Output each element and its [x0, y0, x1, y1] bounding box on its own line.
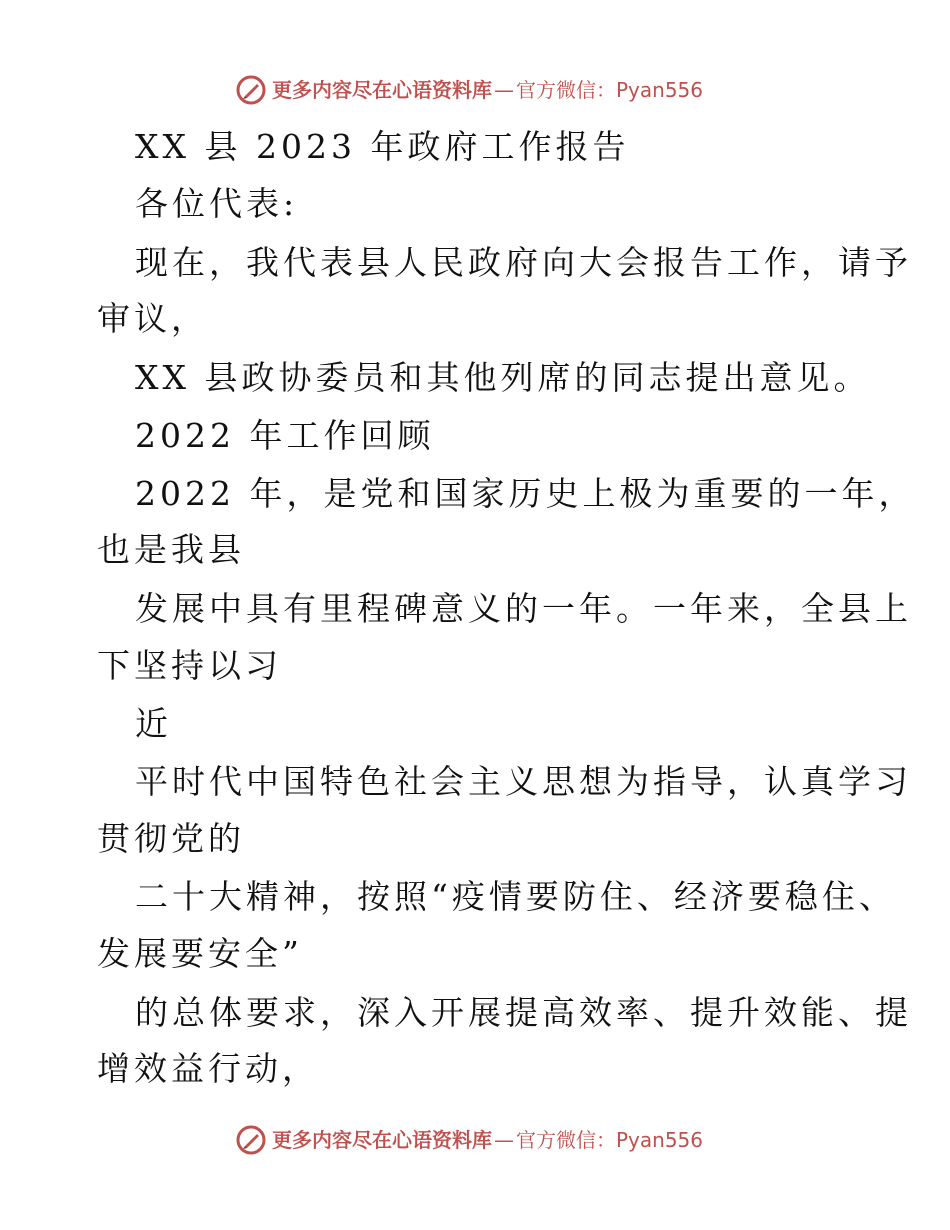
banner-separator: —: [494, 1128, 514, 1152]
body-line: 各位代表:: [135, 184, 299, 223]
footer-watermark-banner: [236, 1123, 703, 1157]
body-line: 增效益行动，: [97, 1049, 319, 1088]
banner-separator: —: [494, 78, 514, 102]
banner-wechat-id: Pyan556: [616, 78, 704, 102]
body-line: 二十大精神，按照“疫情要防住、经济要稳住、: [135, 877, 896, 916]
pen-logo-icon: [236, 1125, 266, 1155]
body-line: 贯彻党的: [97, 819, 245, 858]
section-heading: 2022 年工作回顾: [135, 416, 435, 455]
body-line: XX 县政协委员和其他列席的同志提出意见。: [135, 358, 871, 397]
banner-text: [272, 1128, 703, 1152]
banner-site-name: 更多内容尽在心语资料库: [272, 78, 492, 102]
body-line: 平时代中国特色社会主义思想为指导，认真学习: [135, 762, 912, 801]
pen-logo-icon: [236, 75, 266, 105]
banner-site-name: 更多内容尽在心语资料库: [272, 1128, 492, 1152]
banner-wechat-id: Pyan556: [616, 1128, 704, 1152]
header-watermark-banner: [236, 73, 703, 107]
banner-wechat-label: 官方微信：: [516, 1128, 616, 1152]
body-line: 发展中具有里程碑意义的一年。一年来，全县上: [135, 589, 912, 628]
body-line: 2022 年，是党和国家历史上极为重要的一年，: [135, 474, 916, 513]
body-line: 发展要安全”: [97, 934, 303, 973]
body-line: 下坚持以习: [97, 646, 282, 685]
body-line: 近: [135, 704, 172, 743]
banner-text: [272, 78, 703, 102]
body-line: 也是我县: [97, 530, 245, 569]
body-line: 审议，: [97, 299, 208, 338]
document-title: XX 县 2023 年政府工作报告: [135, 127, 630, 166]
body-line: 现在，我代表县人民政府向大会报告工作，请予: [135, 243, 912, 282]
banner-wechat-label: 官方微信：: [516, 78, 616, 102]
body-line: 的总体要求，深入开展提高效率、提升效能、提: [135, 993, 912, 1032]
